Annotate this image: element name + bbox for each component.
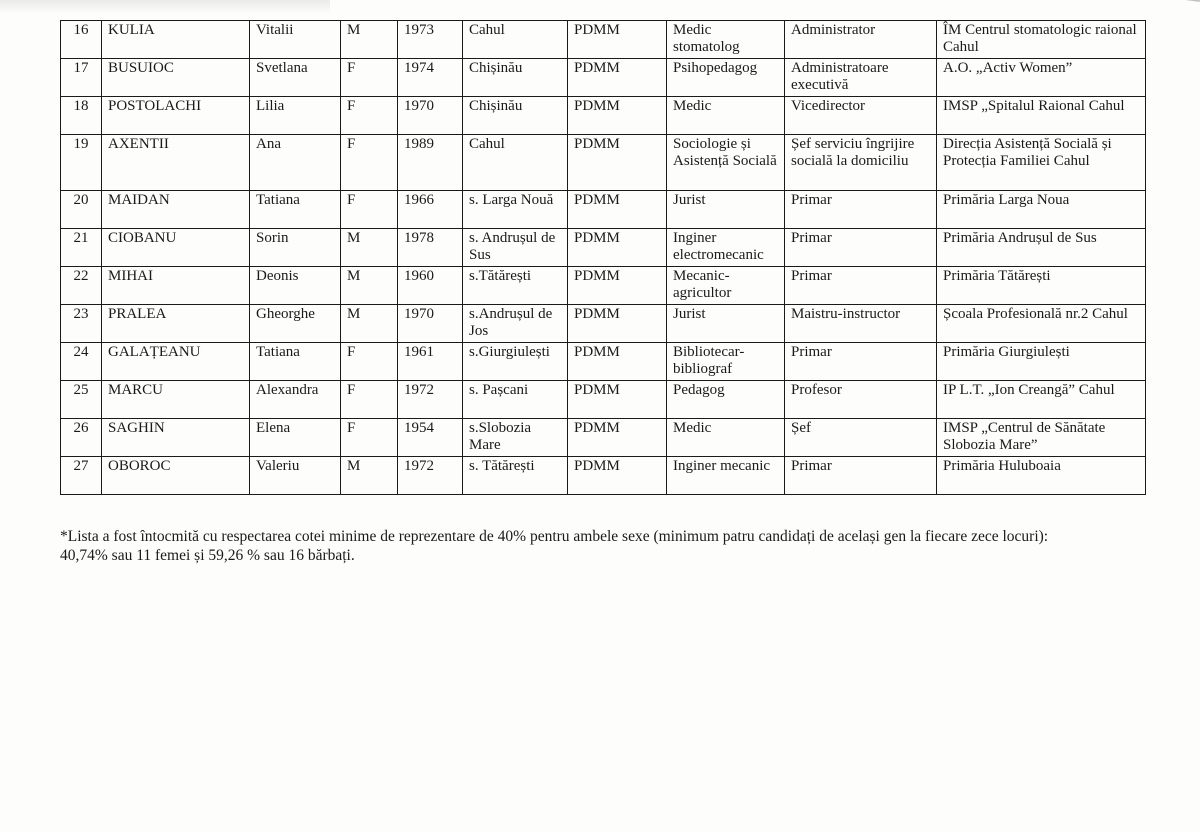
party-cell: PDMM <box>568 135 667 191</box>
table-row <box>61 419 1146 457</box>
profession-cell: Sociologie și Asistență Socială <box>667 135 785 191</box>
residence-cell: s.Giurgiulești <box>463 343 568 381</box>
row-number: 25 <box>61 381 102 419</box>
sex-cell: M <box>341 457 398 495</box>
birth-year-cell: 1972 <box>398 457 463 495</box>
residence-cell: s. Pașcani <box>463 381 568 419</box>
birth-year-cell: 1966 <box>398 191 463 229</box>
position-cell: Șef <box>785 419 937 457</box>
first-name-cell: Ana <box>250 135 341 191</box>
profession-cell: Inginer electromecanic <box>667 229 785 267</box>
surname-cell: OBOROC <box>102 457 250 495</box>
row-number: 22 <box>61 267 102 305</box>
position-cell: Șef serviciu îngrijire socială la domiciliu <box>785 135 937 191</box>
party-cell: PDMM <box>568 419 667 457</box>
party-cell: PDMM <box>568 343 667 381</box>
footnote-quota-text: *Lista a fost întocmită cu respectarea cotei minime de reprezentare de 40% pentru ambele sexe (minimum patru candidați de același gen la fiecare zece locuri): <box>60 528 1049 545</box>
residence-cell: Chișinău <box>463 59 568 97</box>
workplace-cell: IP L.T. „Ion Creangă” Cahul <box>937 381 1146 419</box>
position-cell: Primar <box>785 267 937 305</box>
residence-cell: s.Andrușul de Jos <box>463 305 568 343</box>
page-corner-curl <box>1138 0 1200 22</box>
residence-cell: s.Tătărești <box>463 267 568 305</box>
residence-cell: s.Slobozia Mare <box>463 419 568 457</box>
sex-cell: M <box>341 21 398 59</box>
table-row <box>61 59 1146 97</box>
residence-cell: s. Tătărești <box>463 457 568 495</box>
position-cell: Vicedirector <box>785 97 937 135</box>
footnote-percentages: 40,74% sau 11 femei și 59,26 % sau 16 bărbați. <box>60 547 355 564</box>
surname-cell: AXENTII <box>102 135 250 191</box>
sex-cell: F <box>341 135 398 191</box>
birth-year-cell: 1978 <box>398 229 463 267</box>
table-row <box>61 305 1146 343</box>
surname-cell: MARCU <box>102 381 250 419</box>
surname-cell: KULIA <box>102 21 250 59</box>
table-row <box>61 381 1146 419</box>
sex-cell: F <box>341 419 398 457</box>
workplace-cell: Școala Profesională nr.2 Cahul <box>937 305 1146 343</box>
profession-cell: Medic stomatolog <box>667 21 785 59</box>
birth-year-cell: 1961 <box>398 343 463 381</box>
surname-cell: POSTOLACHI <box>102 97 250 135</box>
workplace-cell: Primăria Huluboaia <box>937 457 1146 495</box>
workplace-cell: A.O. „Activ Women” <box>937 59 1146 97</box>
profession-cell: Mecanic-agricultor <box>667 267 785 305</box>
birth-year-cell: 1970 <box>398 305 463 343</box>
workplace-cell: Primăria Giurgiulești <box>937 343 1146 381</box>
surname-cell: MAIDAN <box>102 191 250 229</box>
sex-cell: M <box>341 267 398 305</box>
party-cell: PDMM <box>568 59 667 97</box>
workplace-cell: Primăria Larga Noua <box>937 191 1146 229</box>
scan-artifact <box>0 0 330 14</box>
surname-cell: CIOBANU <box>102 229 250 267</box>
position-cell: Primar <box>785 229 937 267</box>
position-cell: Primar <box>785 457 937 495</box>
first-name-cell: Alexandra <box>250 381 341 419</box>
birth-year-cell: 1974 <box>398 59 463 97</box>
residence-cell: Chișinău <box>463 97 568 135</box>
table-row <box>61 21 1146 59</box>
row-number: 24 <box>61 343 102 381</box>
profession-cell: Bibliotecar-bibliograf <box>667 343 785 381</box>
birth-year-cell: 1973 <box>398 21 463 59</box>
birth-year-cell: 1960 <box>398 267 463 305</box>
surname-cell: PRALEA <box>102 305 250 343</box>
workplace-cell: IMSP „Centrul de Sănătate Slobozia Mare” <box>937 419 1146 457</box>
first-name-cell: Lilia <box>250 97 341 135</box>
party-cell: PDMM <box>568 457 667 495</box>
birth-year-cell: 1970 <box>398 97 463 135</box>
party-cell: PDMM <box>568 229 667 267</box>
workplace-cell: Primăria Tătărești <box>937 267 1146 305</box>
surname-cell: GALAȚEANU <box>102 343 250 381</box>
position-cell: Administrator <box>785 21 937 59</box>
table-row <box>61 135 1146 191</box>
position-cell: Primar <box>785 191 937 229</box>
workplace-cell: Direcția Asistență Socială și Protecția Familiei Cahul <box>937 135 1146 191</box>
surname-cell: BUSUIOC <box>102 59 250 97</box>
first-name-cell: Tatiana <box>250 191 341 229</box>
sex-cell: F <box>341 59 398 97</box>
party-cell: PDMM <box>568 21 667 59</box>
surname-cell: SAGHIN <box>102 419 250 457</box>
row-number: 21 <box>61 229 102 267</box>
birth-year-cell: 1972 <box>398 381 463 419</box>
workplace-cell: Primăria Andrușul de Sus <box>937 229 1146 267</box>
position-cell: Administratoare executivă <box>785 59 937 97</box>
row-number: 19 <box>61 135 102 191</box>
residence-cell: s. Andrușul de Sus <box>463 229 568 267</box>
first-name-cell: Deonis <box>250 267 341 305</box>
residence-cell: Cahul <box>463 21 568 59</box>
sex-cell: M <box>341 305 398 343</box>
sex-cell: F <box>341 191 398 229</box>
residence-cell: Cahul <box>463 135 568 191</box>
birth-year-cell: 1989 <box>398 135 463 191</box>
row-number: 17 <box>61 59 102 97</box>
first-name-cell: Sorin <box>250 229 341 267</box>
table-body <box>61 21 1146 495</box>
workplace-cell: IMSP „Spitalul Raional Cahul <box>937 97 1146 135</box>
row-number: 18 <box>61 97 102 135</box>
table-row <box>61 457 1146 495</box>
position-cell: Maistru-instructor <box>785 305 937 343</box>
profession-cell: Jurist <box>667 305 785 343</box>
row-number: 26 <box>61 419 102 457</box>
table-row <box>61 267 1146 305</box>
sex-cell: F <box>341 97 398 135</box>
table-row <box>61 97 1146 135</box>
first-name-cell: Elena <box>250 419 341 457</box>
table-row <box>61 191 1146 229</box>
first-name-cell: Valeriu <box>250 457 341 495</box>
profession-cell: Psihopedagog <box>667 59 785 97</box>
profession-cell: Medic <box>667 419 785 457</box>
party-cell: PDMM <box>568 97 667 135</box>
row-number: 16 <box>61 21 102 59</box>
position-cell: Profesor <box>785 381 937 419</box>
residence-cell: s. Larga Nouă <box>463 191 568 229</box>
birth-year-cell: 1954 <box>398 419 463 457</box>
profession-cell: Inginer mecanic <box>667 457 785 495</box>
table-row <box>61 343 1146 381</box>
profession-cell: Medic <box>667 97 785 135</box>
first-name-cell: Tatiana <box>250 343 341 381</box>
sex-cell: F <box>341 343 398 381</box>
row-number: 27 <box>61 457 102 495</box>
position-cell: Primar <box>785 343 937 381</box>
party-cell: PDMM <box>568 381 667 419</box>
workplace-cell: ÎM Centrul stomatologic raional Cahul <box>937 21 1146 59</box>
footnote <box>60 527 1175 565</box>
first-name-cell: Svetlana <box>250 59 341 97</box>
sex-cell: F <box>341 381 398 419</box>
profession-cell: Pedagog <box>667 381 785 419</box>
party-cell: PDMM <box>568 267 667 305</box>
table-row <box>61 229 1146 267</box>
row-number: 23 <box>61 305 102 343</box>
profession-cell: Jurist <box>667 191 785 229</box>
first-name-cell: Vitalii <box>250 21 341 59</box>
surname-cell: MIHAI <box>102 267 250 305</box>
sex-cell: M <box>341 229 398 267</box>
row-number: 20 <box>61 191 102 229</box>
party-cell: PDMM <box>568 191 667 229</box>
candidate-table <box>60 20 1146 495</box>
first-name-cell: Gheorghe <box>250 305 341 343</box>
party-cell: PDMM <box>568 305 667 343</box>
